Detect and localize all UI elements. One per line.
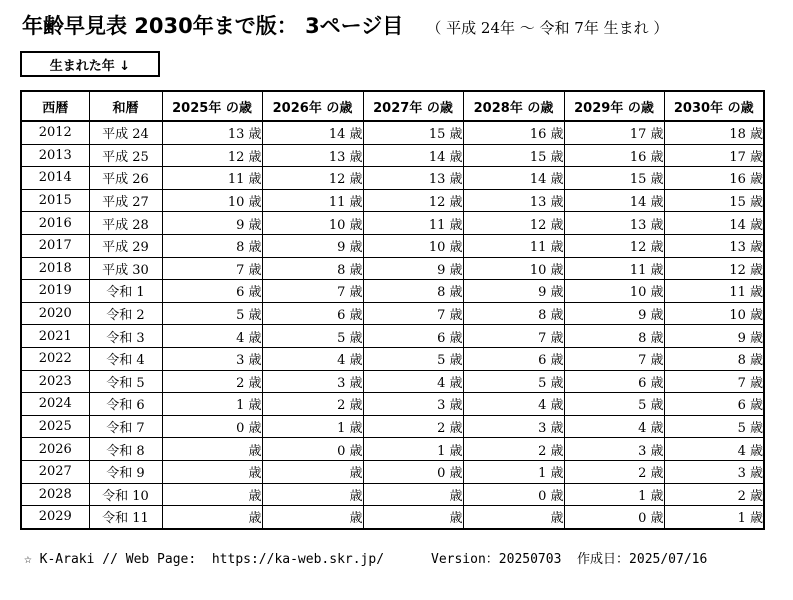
age-cell: 歳 [463, 506, 564, 529]
age-cell: 歳 [162, 460, 262, 483]
age-cell: 12 歳 [262, 167, 363, 190]
age-cell: 1 歳 [262, 415, 363, 438]
age-cell: 17 歳 [664, 144, 764, 167]
age-cell: 2 歳 [463, 438, 564, 461]
age-cell: 15 歳 [463, 144, 564, 167]
table-header-row [21, 91, 764, 121]
age-cell: 13 歳 [363, 167, 463, 190]
page-header [22, 10, 782, 40]
age-cell: 5 歳 [564, 393, 664, 416]
table-row [21, 144, 764, 167]
age-cell: 10 歳 [664, 302, 764, 325]
age-cell: 0 歳 [564, 506, 664, 529]
age-cell: 7 歳 [664, 370, 764, 393]
age-cell: 18 歳 [664, 121, 764, 144]
column-header: 2029年 の歳 [564, 91, 664, 121]
age-cell: 10 歳 [564, 280, 664, 303]
column-header: 2028年 の歳 [463, 91, 564, 121]
age-cell: 12 歳 [664, 257, 764, 280]
age-cell: 11 歳 [363, 212, 463, 235]
table-row [21, 325, 764, 348]
age-cell: 13 歳 [564, 212, 664, 235]
age-cell: 3 歳 [664, 460, 764, 483]
japanese-era-cell: 平成 27 [89, 189, 162, 212]
age-cell: 3 歳 [262, 370, 363, 393]
age-cell: 4 歳 [363, 370, 463, 393]
age-cell: 1 歳 [463, 460, 564, 483]
age-cell: 2 歳 [262, 393, 363, 416]
western-year-cell: 2014 [21, 167, 89, 190]
age-cell: 3 歳 [463, 415, 564, 438]
age-cell: 14 歳 [262, 121, 363, 144]
western-year-cell: 2015 [21, 189, 89, 212]
age-cell: 12 歳 [162, 144, 262, 167]
age-cell: 7 歳 [262, 280, 363, 303]
japanese-era-cell: 令和 4 [89, 347, 162, 370]
age-cell: 1 歳 [162, 393, 262, 416]
age-cell: 15 歳 [664, 189, 764, 212]
age-cell: 8 歳 [162, 234, 262, 257]
western-year-cell: 2021 [21, 325, 89, 348]
age-cell: 歳 [162, 506, 262, 529]
age-cell: 11 歳 [463, 234, 564, 257]
age-cell: 0 歳 [162, 415, 262, 438]
age-cell: 8 歳 [262, 257, 363, 280]
age-cell: 15 歳 [363, 121, 463, 144]
table-row [21, 167, 764, 190]
western-year-cell: 2013 [21, 144, 89, 167]
japanese-era-cell: 令和 3 [89, 325, 162, 348]
age-cell: 12 歳 [463, 212, 564, 235]
column-header: 西暦 [21, 91, 89, 121]
age-cell: 11 歳 [162, 167, 262, 190]
age-cell: 5 歳 [162, 302, 262, 325]
age-cell: 8 歳 [363, 280, 463, 303]
japanese-era-cell: 令和 7 [89, 415, 162, 438]
japanese-era-cell: 平成 24 [89, 121, 162, 144]
age-cell: 1 歳 [664, 506, 764, 529]
table-row [21, 393, 764, 416]
age-cell: 12 歳 [363, 189, 463, 212]
column-header: 2026年 の歳 [262, 91, 363, 121]
age-cell: 11 歳 [664, 280, 764, 303]
age-cell: 10 歳 [363, 234, 463, 257]
birth-year-label: 生まれた年 ↓ [20, 51, 160, 77]
age-cell: 3 歳 [363, 393, 463, 416]
japanese-era-cell: 令和 6 [89, 393, 162, 416]
age-cell: 7 歳 [463, 325, 564, 348]
age-cell: 13 歳 [664, 234, 764, 257]
western-year-cell: 2019 [21, 280, 89, 303]
table-row [21, 347, 764, 370]
age-cell: 8 歳 [664, 347, 764, 370]
japanese-era-cell: 令和 1 [89, 280, 162, 303]
table-row [21, 506, 764, 529]
age-cell: 6 歳 [463, 347, 564, 370]
age-cell: 4 歳 [664, 438, 764, 461]
japanese-era-cell: 平成 26 [89, 167, 162, 190]
japanese-era-cell: 平成 30 [89, 257, 162, 280]
age-cell: 11 歳 [564, 257, 664, 280]
age-cell: 9 歳 [664, 325, 764, 348]
age-cell: 歳 [363, 506, 463, 529]
age-cell: 6 歳 [162, 280, 262, 303]
western-year-cell: 2023 [21, 370, 89, 393]
age-cell: 13 歳 [162, 121, 262, 144]
age-cell: 13 歳 [262, 144, 363, 167]
table-row [21, 483, 764, 506]
western-year-cell: 2028 [21, 483, 89, 506]
age-cell: 4 歳 [262, 347, 363, 370]
age-cell: 9 歳 [463, 280, 564, 303]
age-cell: 15 歳 [564, 167, 664, 190]
age-cell: 0 歳 [363, 460, 463, 483]
age-cell: 10 歳 [162, 189, 262, 212]
age-cell: 7 歳 [363, 302, 463, 325]
age-cell: 歳 [262, 460, 363, 483]
table-row [21, 280, 764, 303]
age-cell: 5 歳 [363, 347, 463, 370]
age-cell: 2 歳 [564, 460, 664, 483]
western-year-cell: 2027 [21, 460, 89, 483]
japanese-era-cell: 令和 9 [89, 460, 162, 483]
age-cell: 3 歳 [162, 347, 262, 370]
column-header: 和暦 [89, 91, 162, 121]
credit-text: ☆ K-Araki // Web Page: https://ka-web.skr.jp/ [24, 552, 385, 567]
japanese-era-cell: 平成 28 [89, 212, 162, 235]
age-cell: 7 歳 [564, 347, 664, 370]
age-cell: 10 歳 [463, 257, 564, 280]
age-cell: 4 歳 [564, 415, 664, 438]
table-row [21, 415, 764, 438]
western-year-cell: 2024 [21, 393, 89, 416]
age-cell: 8 歳 [564, 325, 664, 348]
age-cell: 歳 [262, 506, 363, 529]
age-cell: 11 歳 [262, 189, 363, 212]
table-row [21, 189, 764, 212]
japanese-era-cell: 平成 25 [89, 144, 162, 167]
age-cell: 3 歳 [564, 438, 664, 461]
page-footer [24, 548, 707, 567]
age-cell: 5 歳 [463, 370, 564, 393]
western-year-cell: 2018 [21, 257, 89, 280]
age-cell: 6 歳 [664, 393, 764, 416]
japanese-era-cell: 令和 2 [89, 302, 162, 325]
age-cell: 5 歳 [664, 415, 764, 438]
version-text: Version：20250703 作成日：2025/07/16 [431, 552, 708, 567]
age-table [20, 90, 765, 530]
age-cell: 14 歳 [363, 144, 463, 167]
western-year-cell: 2017 [21, 234, 89, 257]
western-year-cell: 2029 [21, 506, 89, 529]
age-cell: 6 歳 [363, 325, 463, 348]
age-cell: 5 歳 [262, 325, 363, 348]
table-row [21, 212, 764, 235]
age-cell: 14 歳 [463, 167, 564, 190]
age-cell: 14 歳 [564, 189, 664, 212]
western-year-cell: 2012 [21, 121, 89, 144]
age-cell: 9 歳 [564, 302, 664, 325]
age-cell: 2 歳 [664, 483, 764, 506]
table-row [21, 257, 764, 280]
age-cell: 0 歳 [262, 438, 363, 461]
age-cell: 12 歳 [564, 234, 664, 257]
age-cell: 1 歳 [564, 483, 664, 506]
japanese-era-cell: 令和 8 [89, 438, 162, 461]
age-cell: 17 歳 [564, 121, 664, 144]
western-year-cell: 2022 [21, 347, 89, 370]
table-row [21, 370, 764, 393]
japanese-era-cell: 平成 29 [89, 234, 162, 257]
age-cell: 16 歳 [664, 167, 764, 190]
western-year-cell: 2016 [21, 212, 89, 235]
age-cell: 歳 [363, 483, 463, 506]
age-cell: 7 歳 [162, 257, 262, 280]
age-cell: 9 歳 [363, 257, 463, 280]
age-cell: 2 歳 [162, 370, 262, 393]
age-cell: 14 歳 [664, 212, 764, 235]
age-cell: 6 歳 [262, 302, 363, 325]
table-row [21, 121, 764, 144]
western-year-cell: 2020 [21, 302, 89, 325]
page-title: 年齢早見表 2030年まで版： 3ページ目 [22, 14, 404, 38]
age-cell: 歳 [162, 438, 262, 461]
age-cell: 16 歳 [564, 144, 664, 167]
japanese-era-cell: 令和 10 [89, 483, 162, 506]
table-row [21, 460, 764, 483]
age-cell: 16 歳 [463, 121, 564, 144]
table-row [21, 302, 764, 325]
age-cell: 4 歳 [463, 393, 564, 416]
age-cell: 4 歳 [162, 325, 262, 348]
age-cell: 13 歳 [463, 189, 564, 212]
age-cell: 9 歳 [162, 212, 262, 235]
age-cell: 1 歳 [363, 438, 463, 461]
age-cell: 歳 [262, 483, 363, 506]
page-subtitle: （ 平成 24年 〜 令和 7年 生まれ ） [426, 19, 669, 37]
column-header: 2027年 の歳 [363, 91, 463, 121]
japanese-era-cell: 令和 11 [89, 506, 162, 529]
age-cell: 6 歳 [564, 370, 664, 393]
age-cell: 歳 [162, 483, 262, 506]
age-cell: 8 歳 [463, 302, 564, 325]
age-cell: 2 歳 [363, 415, 463, 438]
table-row [21, 234, 764, 257]
western-year-cell: 2025 [21, 415, 89, 438]
column-header: 2030年 の歳 [664, 91, 764, 121]
column-header: 2025年 の歳 [162, 91, 262, 121]
age-cell: 9 歳 [262, 234, 363, 257]
japanese-era-cell: 令和 5 [89, 370, 162, 393]
age-cell: 10 歳 [262, 212, 363, 235]
western-year-cell: 2026 [21, 438, 89, 461]
table-body [21, 121, 764, 529]
table-row [21, 438, 764, 461]
age-cell: 0 歳 [463, 483, 564, 506]
